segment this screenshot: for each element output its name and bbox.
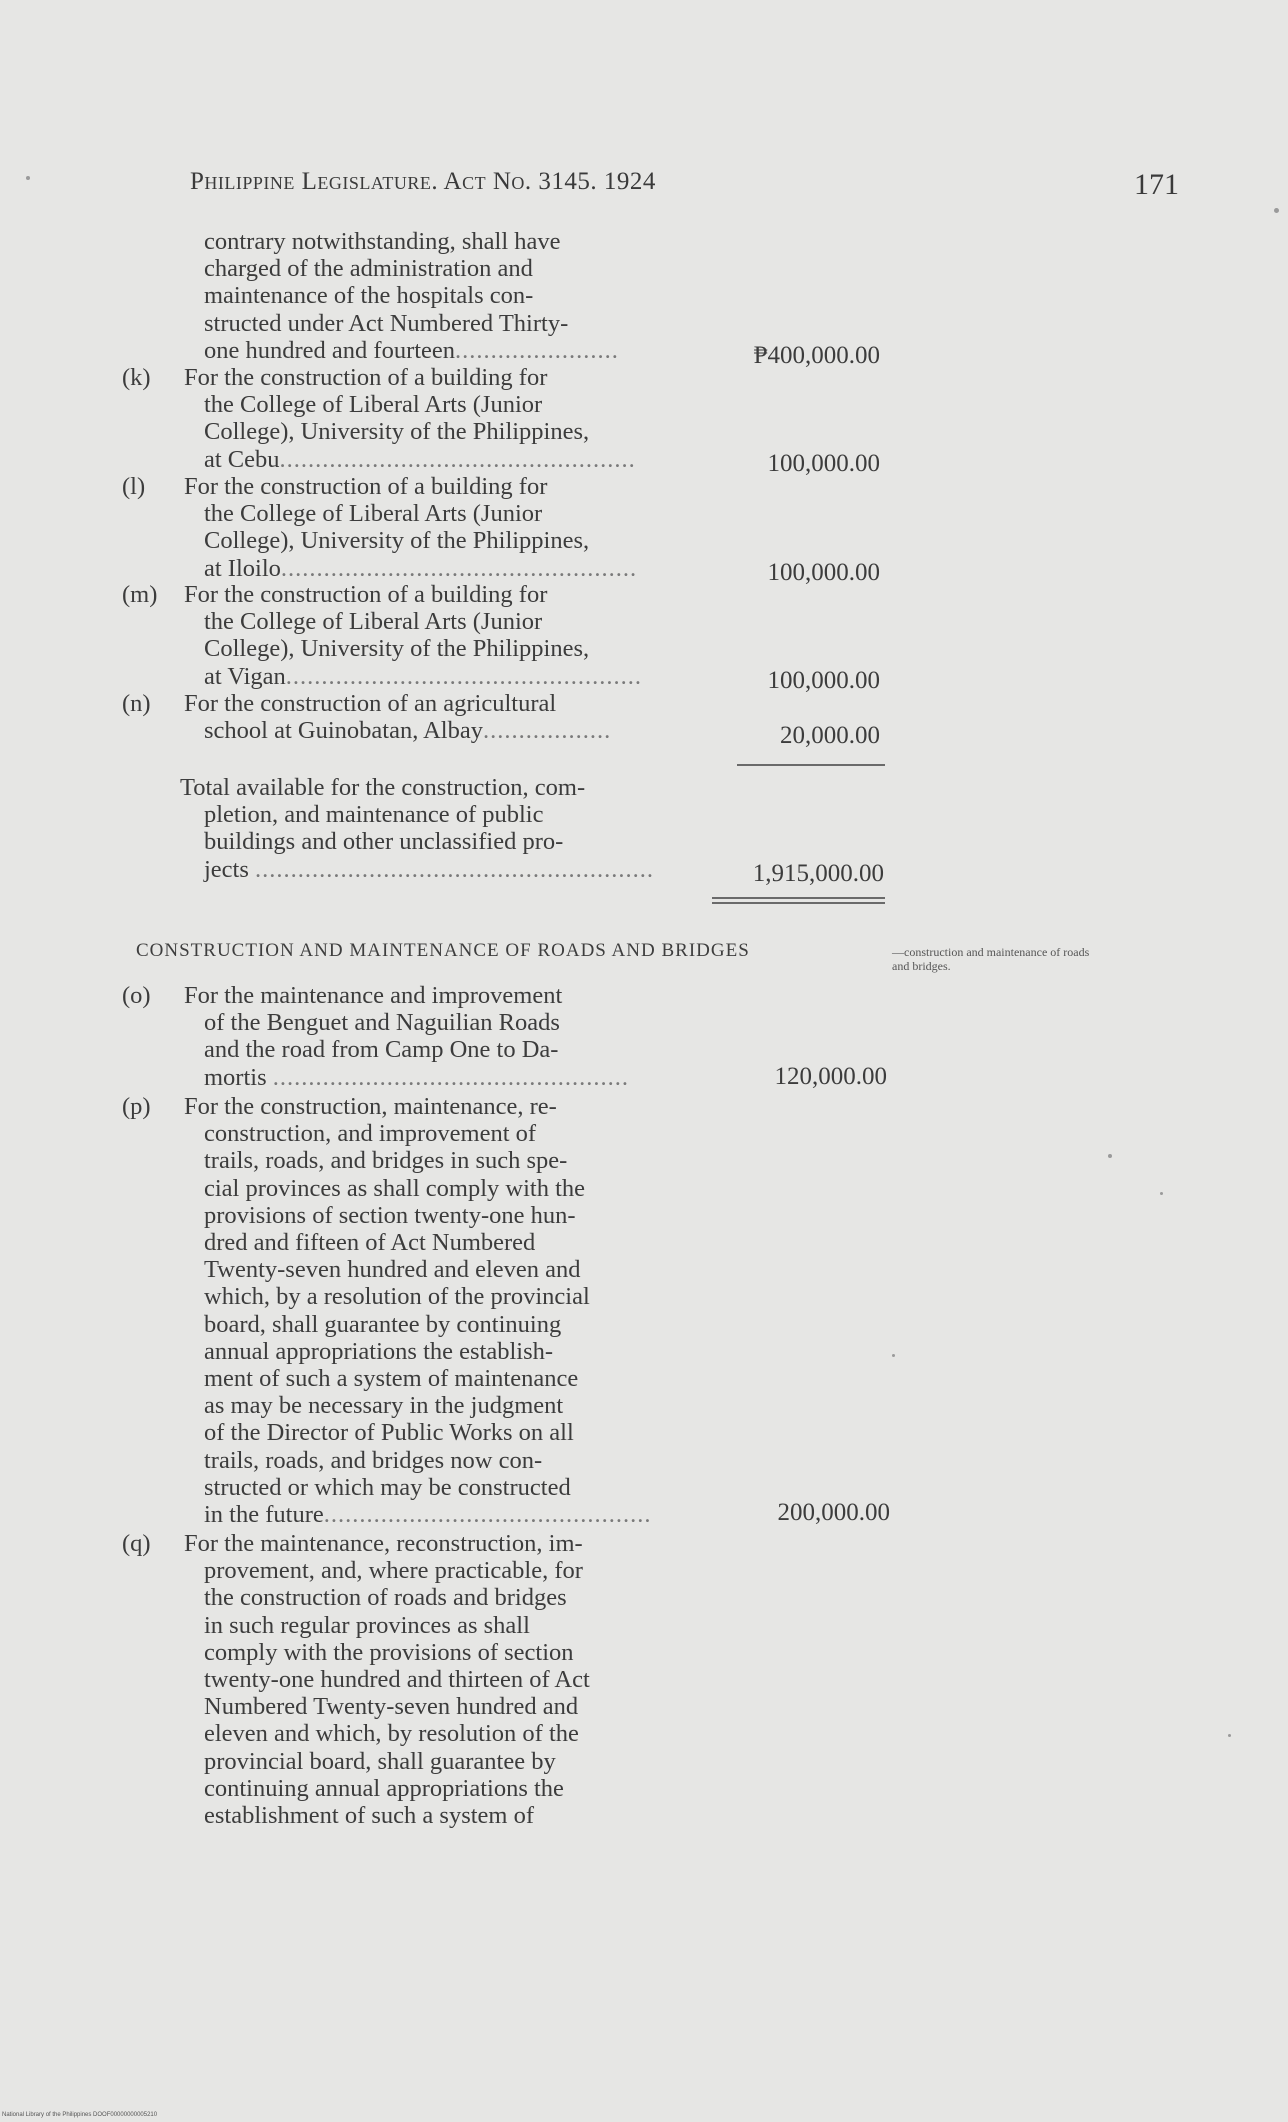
text-line: Numbered Twenty-seven hundred and [204, 1693, 579, 1721]
item-q [118, 1530, 718, 1829]
amount: 200,000.00 [777, 1499, 890, 1526]
amount: 20,000.00 [780, 722, 880, 749]
amount: ₱400,000.00 [753, 342, 880, 369]
item-letter: (q) [122, 1530, 151, 1557]
amount: 100,000.00 [767, 450, 880, 477]
text-line: cial provinces as shall comply with the [204, 1174, 586, 1202]
text-line: trails, roads, and bridges now con- [204, 1446, 543, 1474]
text-line: provement, and, where practicable, for [204, 1557, 583, 1585]
text-line: which, by a resolution of the provincial [204, 1283, 590, 1311]
total-amount: 1,915,000.00 [752, 860, 884, 887]
text-line: College), University of the Philippines, [204, 418, 590, 446]
text-line: provisions of section twenty-one hun- [204, 1201, 576, 1229]
item-letter: (p) [122, 1093, 151, 1120]
item-letter: (n) [122, 690, 151, 717]
scan-speck [26, 176, 30, 180]
text-line: the College of Liberal Arts (Junior [204, 500, 543, 528]
scan-speck [1108, 1154, 1112, 1158]
text-line: in such regular provinces as shall [204, 1611, 530, 1639]
text-line: at Iloilo [204, 554, 281, 582]
scan-speck [892, 1354, 895, 1357]
text-line: pletion, and maintenance of public [204, 801, 544, 829]
text-line: construction, and improvement of [204, 1120, 537, 1148]
margin-note: —construction and maintenance of roads and bridges. [892, 945, 1090, 973]
text-line: For the construction of an agricultural [184, 690, 557, 717]
text-line: College), University of the Philippines, [204, 527, 590, 555]
running-header: Philippine Legislature. Act No. 3145. 1924 [190, 168, 656, 195]
text-line: eleven and which, by resolution of the [204, 1720, 579, 1748]
amount: 100,000.00 [767, 667, 880, 694]
scan-speck [1274, 208, 1279, 213]
text-line: of the Director of Public Works on all [204, 1419, 574, 1447]
total-entry: Total available for the construction, com- pletion, and maintenance of public buildings and other unclassified pro- jects ........................................................ [118, 774, 718, 883]
text-line: continuing annual appropriations the [204, 1774, 564, 1802]
item-m: (m) For the construction of a building for the College of Liberal Arts (Junior College), University of the Philippines, at Vigan.................................................. [118, 581, 718, 690]
text-line: comply with the provisions of section [204, 1638, 574, 1666]
item-n: (n) For the construction of an agricultural school at Guinobatan, Albay.................. [118, 690, 718, 744]
total-rule [712, 897, 885, 899]
text-line: one hundred and fourteen [204, 336, 456, 364]
amount: 100,000.00 [767, 559, 880, 586]
scan-speck [1228, 1734, 1231, 1737]
text-line: For the construction of a building for [184, 473, 548, 500]
text-line: as may be necessary in the judgment [204, 1392, 564, 1420]
text-line: at Cebu [204, 445, 280, 473]
item-k: (k) For the construction of a building for the College of Liberal Arts (Junior College), University of the Philippines, at Cebu.................................................. [118, 364, 718, 473]
text-line: school at Guinobatan, Albay [204, 717, 483, 745]
text-line: Total available for the construction, com- [180, 774, 586, 801]
item-letter: (k) [122, 364, 151, 391]
item-letter: (m) [122, 581, 158, 608]
text-line: buildings and other unclassified pro- [204, 828, 564, 856]
item-letter: (o) [122, 982, 151, 1009]
scan-speck [1160, 1192, 1163, 1195]
text-line: jects [204, 855, 249, 883]
text-line: structed under Act Numbered Thirty- [204, 309, 569, 337]
text-line: dred and fifteen of Act Numbered [204, 1229, 536, 1257]
text-line: of the Benguet and Naguilian Roads [204, 1009, 560, 1037]
text-line: structed or which may be constructed [204, 1473, 571, 1501]
text-line: at Vigan [204, 662, 286, 690]
text-line: For the maintenance and improvement [184, 982, 563, 1009]
amount: 120,000.00 [774, 1063, 887, 1090]
text-line: For the construction of a building for [184, 581, 548, 608]
item-letter: (l) [122, 473, 146, 500]
text-line: provincial board, shall guarantee by [204, 1747, 556, 1775]
text-line: charged of the administration and [204, 255, 533, 283]
item-l: (l) For the construction of a building for the College of Liberal Arts (Junior College), University of the Philippines, at Iloilo.................................................. [118, 473, 718, 582]
text-line: For the construction of a building for [184, 364, 548, 391]
text-line: ment of such a system of maintenance [204, 1365, 579, 1393]
total-rule [712, 902, 885, 904]
text-line: For the construction, maintenance, re- [184, 1093, 557, 1120]
text-line: Twenty-seven hundred and eleven and [204, 1256, 581, 1284]
text-line: and the road from Camp One to Da- [204, 1036, 559, 1064]
text-line: trails, roads, and bridges in such spe- [204, 1147, 568, 1175]
text-line: establishment of such a system of [204, 1802, 535, 1830]
text-line: annual appropriations the establish- [204, 1337, 554, 1365]
item-j-continuation: contrary notwithstanding, shall have charged of the administration and maintenance of the hospitals con- structed under Act Numbered Thirty- one hundred and fourteen....................... [118, 228, 718, 364]
text-line: in the future [204, 1501, 324, 1529]
text-line: maintenance of the hospitals con- [204, 282, 534, 310]
section-heading: CONSTRUCTION AND MAINTENANCE OF ROADS AND BRIDGES [136, 940, 750, 961]
text-line: For the maintenance, reconstruction, im- [184, 1530, 583, 1557]
text-line: the College of Liberal Arts (Junior [204, 391, 543, 419]
page-number: 171 [1134, 168, 1179, 201]
text-line: College), University of the Philippines, [204, 635, 590, 663]
item-p: (p) For the construction, maintenance, re- construction, and improvement of trails, roads, and bridges in such spe- cial provinces as shall comply with the provisions of section twenty-one hun- dred and fifteen of Act Numbered Twenty-seven hundred and eleven and which, by a resolution of the provincial board, shall guarantee by continuing annual appropriations the establish- ment of such a system of maintenance as may be necessary in the judgment of the Director of Public Works on all trails, roads, and bridges now con- structed or which may be constructed in the future.............................................. [118, 1093, 718, 1528]
text-line: twenty-one hundred and thirteen of Act [204, 1666, 590, 1694]
text-line: mortis [204, 1063, 267, 1091]
text-line: contrary notwithstanding, shall have [204, 228, 561, 255]
text-line: the construction of roads and bridges [204, 1584, 567, 1612]
text-line: the College of Liberal Arts (Junior [204, 608, 543, 636]
text-line: board, shall guarantee by continuing [204, 1310, 562, 1338]
item-o: (o) For the maintenance and improvement of the Benguet and Naguilian Roads and the road from Camp One to Da- mortis .................................................. [118, 982, 718, 1091]
scan-footer: National Library of the Philippines DOOF00000000005210 [2, 2112, 158, 2118]
subtotal-rule [737, 764, 885, 766]
